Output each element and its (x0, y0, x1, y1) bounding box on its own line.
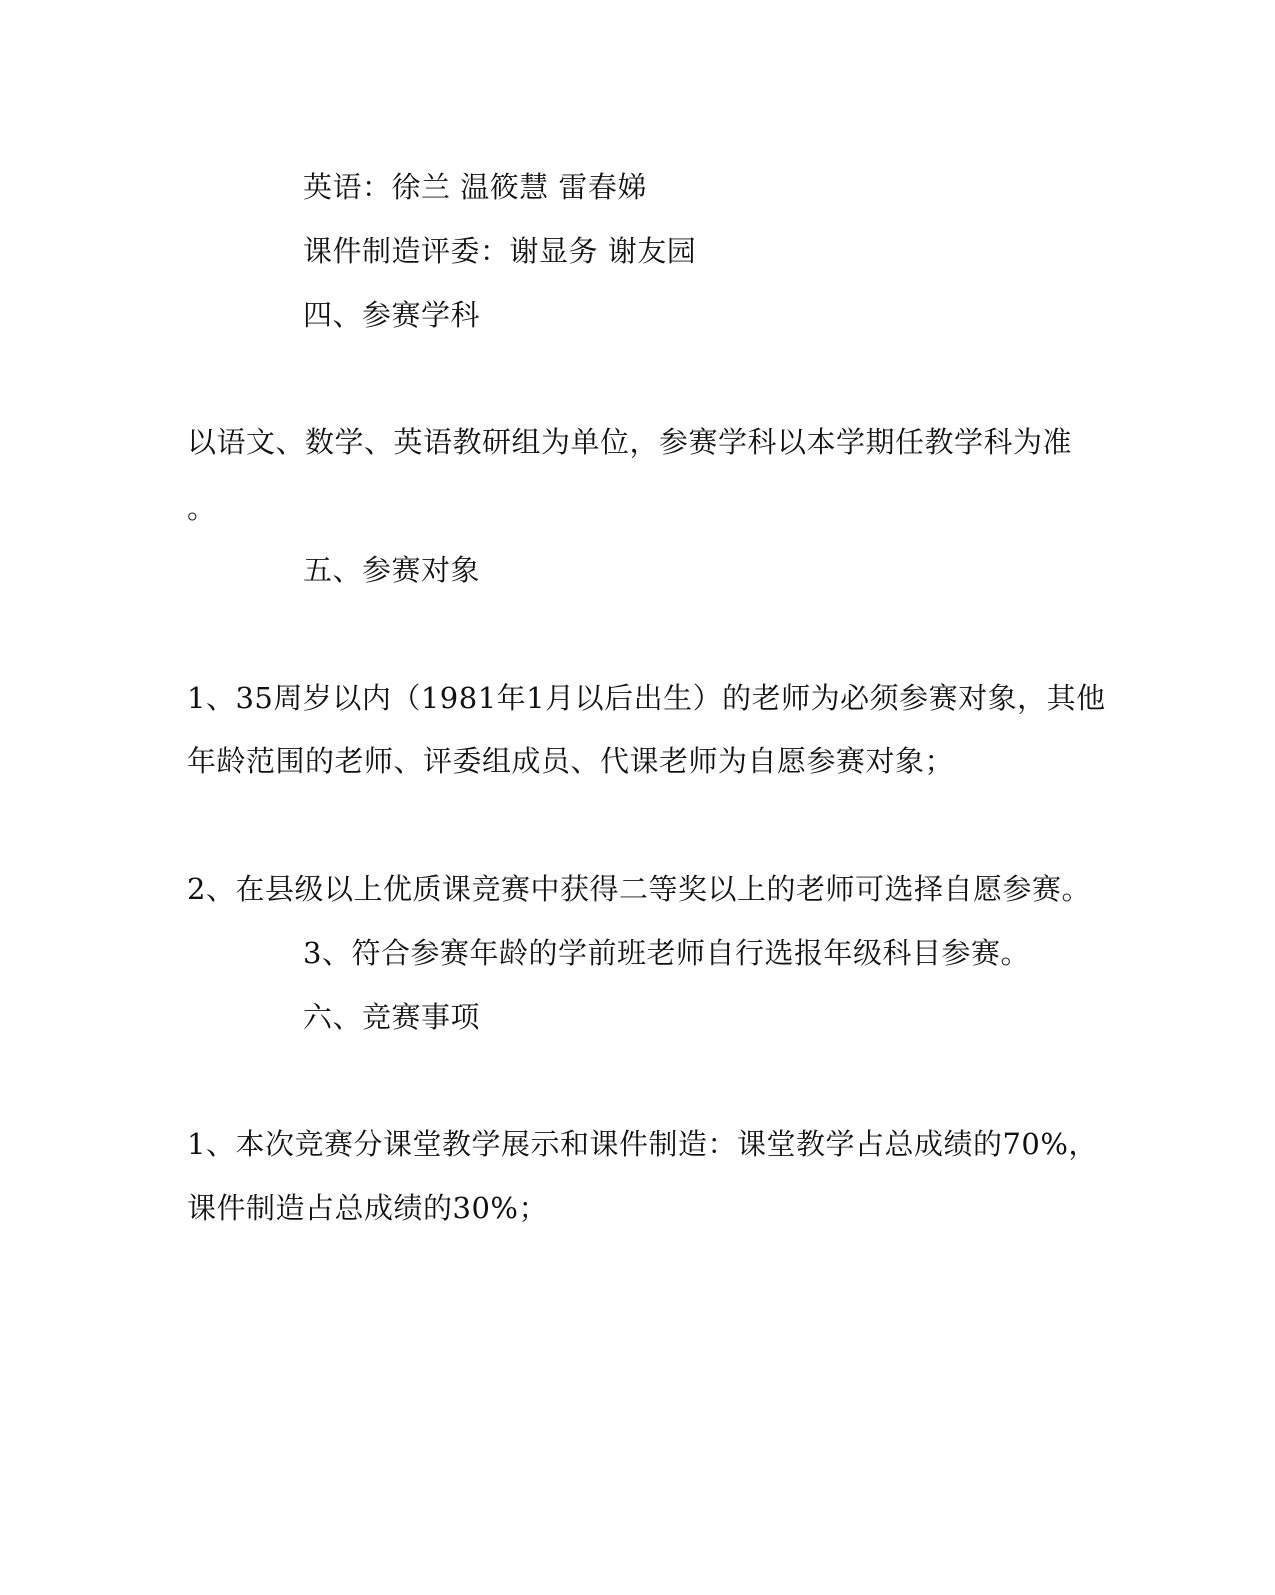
section-heading-matters: 六、竞赛事项 (303, 1000, 481, 1034)
judges-english-line: 英语：徐兰 温筱慧 雷春娣 (303, 170, 647, 204)
section-heading-participants: 五、参赛对象 (303, 553, 481, 587)
subjects-paragraph-line-1: 以语文、数学、英语教研组为单位，参赛学科以本学期任教学科为准 (187, 425, 1073, 459)
participants-item-1-line-2: 年龄范围的老师、评委组成员、代课老师为自愿参赛对象； (187, 744, 955, 778)
participants-item-2: 2、在县级以上优质课竞赛中获得二等奖以上的老师可选择自愿参赛。 (187, 872, 1091, 906)
section-heading-subjects: 四、参赛学科 (303, 298, 481, 332)
matters-item-1-line-1: 1、本次竞赛分课堂教学展示和课件制造：课堂教学占总成绩的70%， (187, 1127, 1098, 1161)
participants-item-3: 3、符合参赛年龄的学前班老师自行选报年级科目参赛。 (303, 936, 1030, 970)
judges-courseware-line: 课件制造评委：谢显务 谢友园 (303, 234, 697, 268)
subjects-paragraph-line-2: 。 (187, 491, 217, 525)
matters-item-1-line-2: 课件制造占总成绩的30%； (187, 1191, 548, 1225)
participants-item-1-line-1: 1、35周岁以内（1981年1月以后出生）的老师为必须参赛对象，其他 (187, 681, 1106, 715)
